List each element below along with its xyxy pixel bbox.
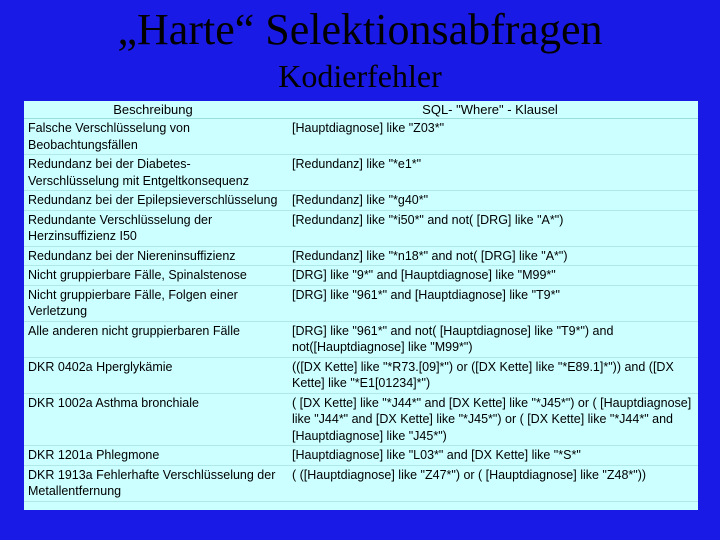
row-sql-clause: [Redundanz] like "*n18*" and not( [DRG] like "A*") (282, 246, 698, 266)
table-row (24, 393, 698, 446)
row-sql-clause: (([DX Kette] like "*R73.[09]*") or ([DX Kette] like "*E89.1]*")) and ([DX Kette] like "*E1[01234]*") (282, 357, 698, 393)
table-row (24, 246, 698, 266)
table-row (24, 119, 698, 155)
table-row (24, 191, 698, 211)
row-sql-clause: ( [DX Kette] like "*J44*" and [DX Kette] like "*J45*") or ( [Hauptdiagnose] like "J44*" and [DX Kette] like "*J45*") or ( [DX Kette] like "*J44*" and [Hauptdiagnose] like "J45*") (282, 393, 698, 446)
table-row (24, 446, 698, 466)
row-description: Redundanz bei der Diabetes-Verschlüsselung mit Entgeltkonsequenz (24, 155, 282, 191)
row-description: Redundante Verschlüsselung der Herzinsuffizienz I50 (24, 210, 282, 246)
row-description: DKR 1913a Fehlerhafte Verschlüsselung der Metallentfernung (24, 465, 282, 501)
row-description: Nicht gruppierbare Fälle, Spinalstenose (24, 266, 282, 286)
row-sql-clause: [DRG] like "961*" and not( [Hauptdiagnose] like "T9*") and not([Hauptdiagnose] like "M99*") (282, 321, 698, 357)
row-description: Redundanz bei der Niereninsuffizienz (24, 246, 282, 266)
slide-title: „Harte“ Selektionsabfragen (117, 5, 603, 54)
row-description: Redundanz bei der Epilepsieverschlüsselung (24, 191, 282, 211)
row-sql-clause: [Redundanz] like "*e1*" (282, 155, 698, 191)
table-row (24, 465, 698, 501)
query-table (24, 101, 698, 502)
slide-subtitle: Kodierfehler (278, 58, 442, 94)
column-header-sql: SQL- "Where" - Klausel (282, 101, 698, 119)
row-description: DKR 1201a Phlegmone (24, 446, 282, 466)
row-sql-clause: [DRG] like "961*" and [Hauptdiagnose] like "T9*" (282, 285, 698, 321)
table-header-row (24, 101, 698, 119)
table-row (24, 266, 698, 286)
row-sql-clause: [DRG] like "9*" and [Hauptdiagnose] like "M99*" (282, 266, 698, 286)
row-sql-clause: [Redundanz] like "*g40*" (282, 191, 698, 211)
row-sql-clause: [Hauptdiagnose] like "Z03*" (282, 119, 698, 155)
row-sql-clause: [Redundanz] like "*i50*" and not( [DRG] like "A*") (282, 210, 698, 246)
table-row (24, 210, 698, 246)
row-description: DKR 0402a Hperglykämie (24, 357, 282, 393)
column-header-description: Beschreibung (24, 101, 282, 119)
query-table-panel (24, 101, 698, 510)
row-description: Nicht gruppierbare Fälle, Folgen einer Verletzung (24, 285, 282, 321)
table-row (24, 357, 698, 393)
table-row (24, 155, 698, 191)
row-description: Alle anderen nicht gruppierbaren Fälle (24, 321, 282, 357)
row-sql-clause: ( ([Hauptdiagnose] like "Z47*") or ( [Hauptdiagnose] like "Z48*")) (282, 465, 698, 501)
table-row (24, 285, 698, 321)
row-sql-clause: [Hauptdiagnose] like "L03*" and [DX Kette] like "*S*" (282, 446, 698, 466)
row-description: Falsche Verschlüsselung von Beobachtungsfällen (24, 119, 282, 155)
row-description: DKR 1002a Asthma bronchiale (24, 393, 282, 446)
table-row (24, 321, 698, 357)
